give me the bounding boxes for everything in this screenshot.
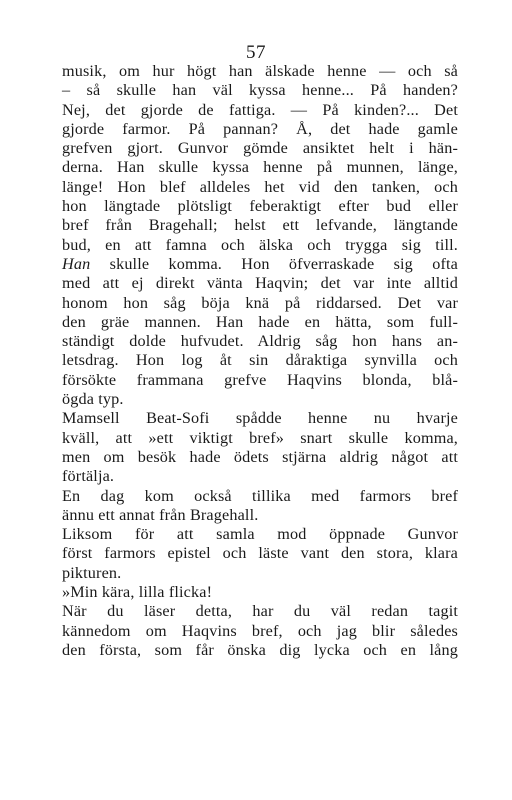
text-line: – så skulle han väl kyssa henne... På handen? <box>62 81 458 100</box>
text-line: kännedom om Haqvins bref, och jag blir således <box>62 621 458 640</box>
text-line: En dag kom också tillika med farmors bref <box>62 486 458 505</box>
text-line: ännu ett annat från Bragehall. <box>62 505 259 524</box>
text-line: derna. Han skulle kyssa henne på munnen, länge, <box>62 158 458 177</box>
body-text <box>62 62 458 660</box>
text-line: letsdrag. Hon log åt sin dåraktiga synvilla och <box>62 351 458 370</box>
text-line: pikturen. <box>62 563 122 582</box>
text-line: länge! Hon blef alldeles het vid den tanken, och <box>62 177 458 196</box>
text-line: förtälja. <box>62 467 115 486</box>
text-line: bref från Bragehall; helst ett lefvande, längtande <box>62 216 458 235</box>
text-line-rest: skulle komma. Hon öfverraskade sig ofta <box>90 254 458 273</box>
text-line: ögda typ. <box>62 390 124 409</box>
text-line: hon längtade plötsligt feberaktigt efter bud eller <box>62 197 458 216</box>
text-line: musik, om hur högt han älskade henne — och så <box>62 62 458 80</box>
text-line: ständigt dolde hufvudet. Aldrig såg hon hans an- <box>62 332 458 351</box>
text-line: bud, en att famna och älska och trygga sig till. <box>62 235 458 254</box>
text-line: gjorde farmor. På pannan? Å, det hade gamle <box>62 119 458 138</box>
text-line: honom hon såg böja knä på riddarsed. Det var <box>62 293 458 312</box>
text-line <box>62 255 458 274</box>
text-line: den gräe mannen. Han hade en hätta, som full- <box>62 312 458 331</box>
text-line: Mamsell Beat-Sofi spådde henne nu hvarje <box>62 409 458 428</box>
text-line: Nej, det gjorde de fattiga. — På kinden?... Det <box>62 100 458 119</box>
text-line: den första, som får önska dig lycka och en lång <box>62 640 458 659</box>
text-line: först farmors epistel och läste vant den stora, klara <box>62 544 458 563</box>
emphasized-word: Han <box>62 254 91 273</box>
text-line: Liksom för att samla mod öppnade Gunvor <box>62 525 458 544</box>
text-line: kväll, att »ett viktigt bref» snart skulle komma, <box>62 428 458 447</box>
text-line: När du läser detta, har du väl redan tagit <box>62 602 458 621</box>
text-line: »Min kära, lilla flicka! <box>62 583 213 602</box>
text-line: försökte frammana grefve Haqvins blonda, blå- <box>62 370 458 389</box>
page-number: 57 <box>246 42 266 63</box>
text-line: men om besök hade ödets stjärna aldrig något att <box>62 447 458 466</box>
text-line: med att ej direkt vänta Haqvin; det var inte alltid <box>62 274 458 293</box>
text-line: grefven gjort. Gunvor gömde ansiktet helt i hän- <box>62 139 458 158</box>
